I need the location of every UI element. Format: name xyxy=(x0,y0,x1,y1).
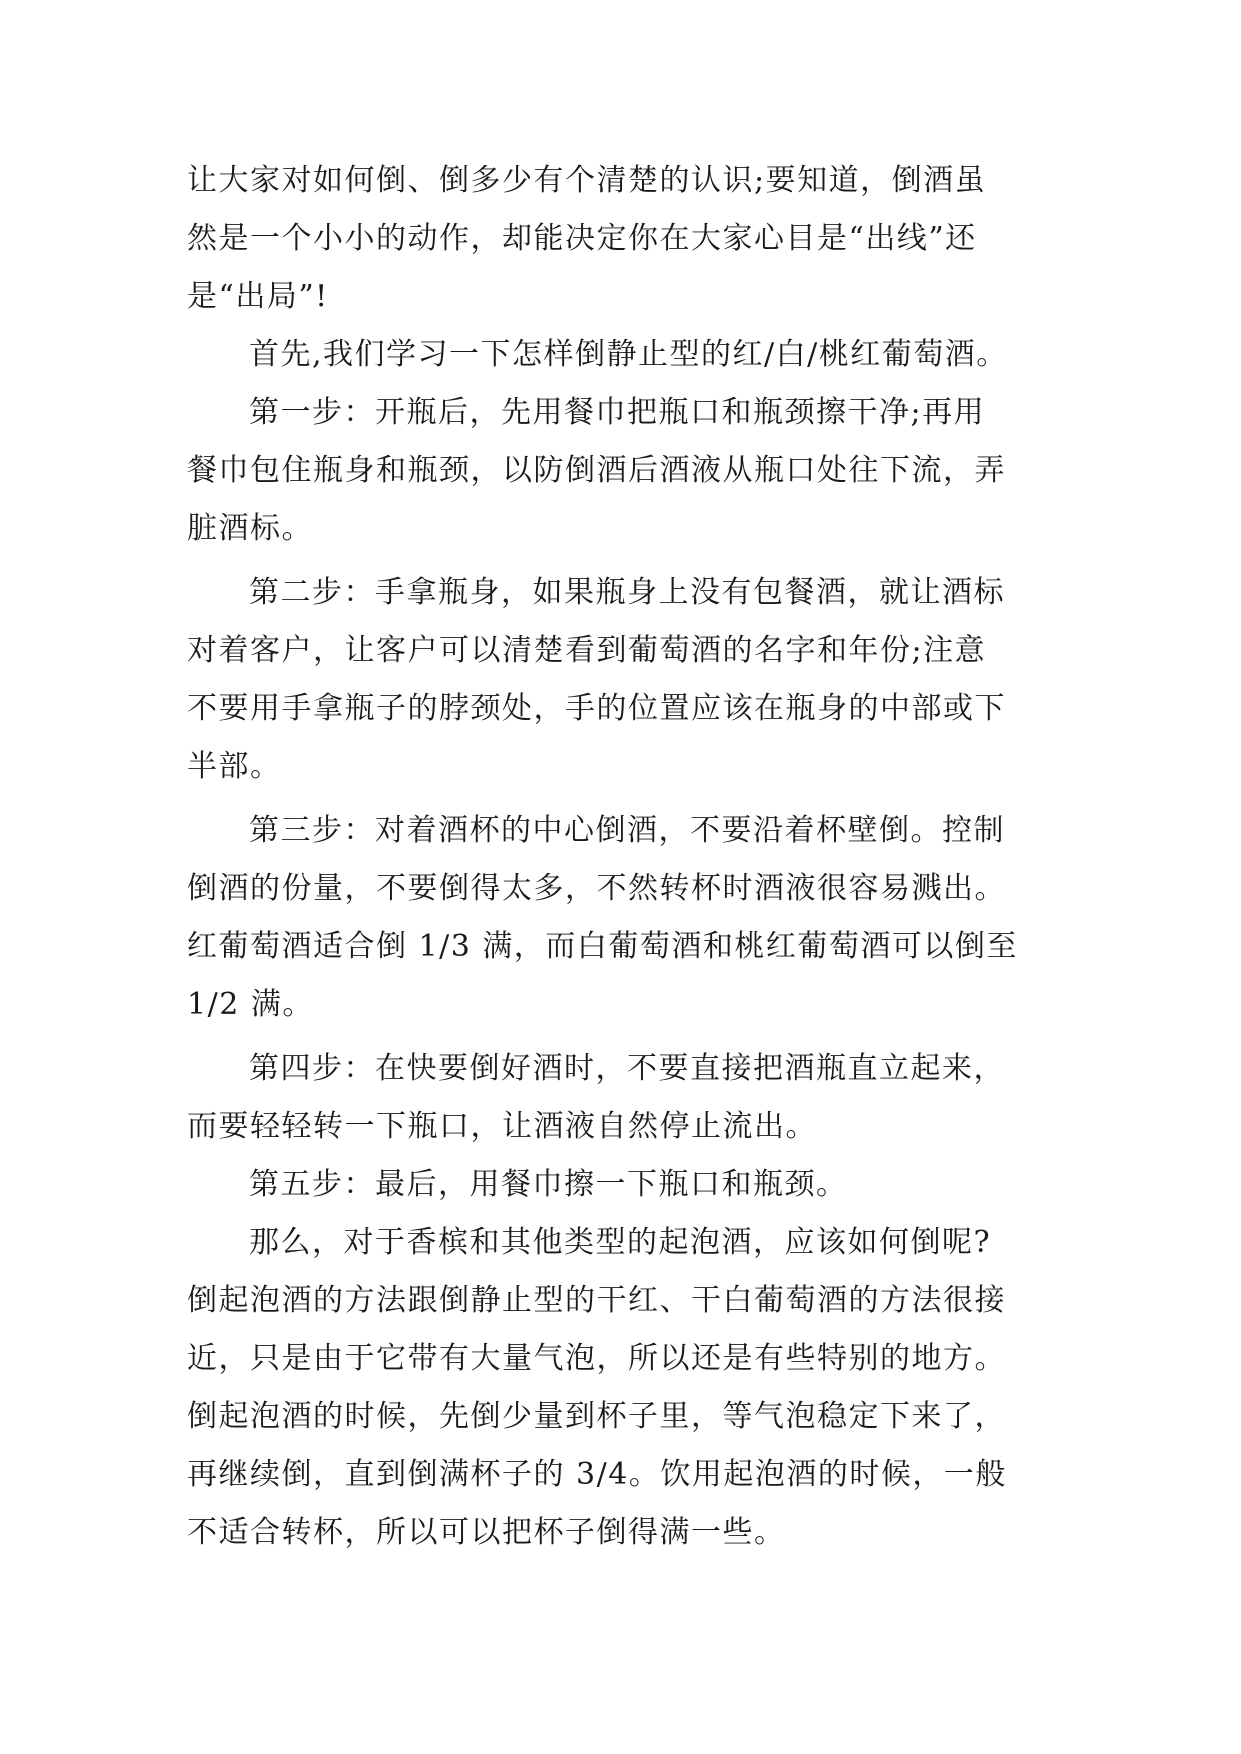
text-line: 那么，对于香槟和其他类型的起泡酒，应该如何倒呢? xyxy=(249,1225,992,1260)
text-line: 近，只是由于它带有大量气泡，所以还是有些特别的地方。 xyxy=(187,1341,1006,1376)
paragraph-6 xyxy=(187,1040,1057,1156)
paragraph-7 xyxy=(187,1156,1057,1214)
text-line: 第二步：手拿瓶身，如果瓶身上没有包餐酒，就让酒标 xyxy=(249,575,1005,610)
text-line: 不要用手拿瓶子的脖颈处，手的位置应该在瓶身的中部或下 xyxy=(187,691,1006,726)
text-line: 红葡萄酒适合倒 1/3 满，而白葡萄酒和桃红葡萄酒可以倒至 xyxy=(187,929,1018,964)
text-line: 倒起泡酒的方法跟倒静止型的干红、干白葡萄酒的方法很接 xyxy=(187,1283,1006,1318)
paragraph-5 xyxy=(187,802,1057,1034)
text-line: 第四步：在快要倒好酒时，不要直接把酒瓶直立起来， xyxy=(249,1051,1005,1086)
text-line: 脏酒标。 xyxy=(187,511,313,546)
text-line: 第一步：开瓶后，先用餐巾把瓶口和瓶颈擦干净;再用 xyxy=(249,395,986,430)
text-line: 而要轻轻转一下瓶口，让酒液自然停止流出。 xyxy=(187,1109,817,1144)
text-line: 第三步：对着酒杯的中心倒酒，不要沿着杯壁倒。控制 xyxy=(249,813,1005,848)
text-line: 让大家对如何倒、倒多少有个清楚的认识;要知道，倒酒虽 xyxy=(187,163,987,198)
text-line: 半部。 xyxy=(187,749,282,784)
text-line: 首先,我们学习一下怎样倒静止型的红/白/桃红葡萄酒。 xyxy=(249,337,1008,372)
text-line: 不适合转杯，所以可以把杯子倒得满一些。 xyxy=(187,1515,786,1550)
text-line: 餐巾包住瓶身和瓶颈，以防倒酒后酒液从瓶口处往下流，弄 xyxy=(187,453,1006,488)
paragraph-3 xyxy=(187,384,1057,558)
text-line: 倒酒的份量，不要倒得太多，不然转杯时酒液很容易溅出。 xyxy=(187,871,1006,906)
paragraph-1 xyxy=(187,152,1057,326)
text-line: 然是一个小小的动作，却能决定你在大家心目是“出线”还 xyxy=(187,221,977,256)
text-line: 是“出局”! xyxy=(187,279,329,314)
text-line: 对着客户，让客户可以清楚看到葡萄酒的名字和年份;注意 xyxy=(187,633,987,668)
text-line: 第五步：最后，用餐巾擦一下瓶口和瓶颈。 xyxy=(249,1167,848,1202)
paragraph-8 xyxy=(187,1214,1057,1562)
text-line: 倒起泡酒的时候，先倒少量到杯子里，等气泡稳定下来了， xyxy=(187,1399,1006,1434)
paragraph-4 xyxy=(187,564,1057,796)
text-line: 1/2 满。 xyxy=(187,987,314,1022)
body-text xyxy=(187,152,1057,1562)
paragraph-2 xyxy=(187,326,1057,384)
text-line: 再继续倒，直到倒满杯子的 3/4。饮用起泡酒的时候，一般 xyxy=(187,1457,1007,1492)
